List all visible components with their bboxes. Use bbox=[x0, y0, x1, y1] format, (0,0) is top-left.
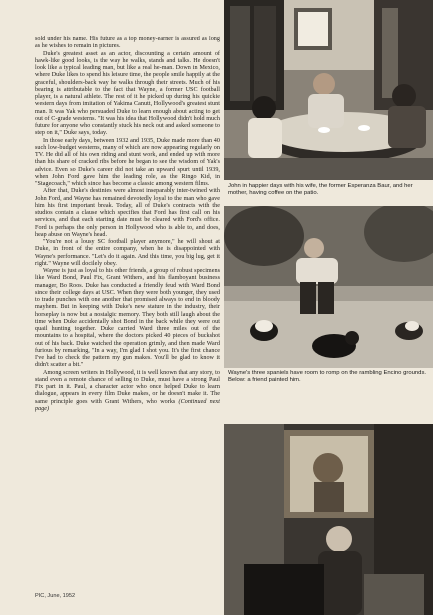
photo-caption: John in happier days with his wife, the former Esperanza Baur, and her mother, having coffee on the patio. bbox=[228, 183, 413, 197]
paragraph-text: Among screen writers in Hollywood, it is well known that any story, to stand even a remote chance of selling to Duke, must have a strong Paul Fix part in it. Paul, a character actor who once helped Duke to learn dialogue, appears in every film Duke makes, or he doesn't make it. The same principle goes with Grant Withers, who works bbox=[35, 369, 220, 405]
paragraph: In those early days, between 1932 and 1935, Duke made more than 40 such low-budget westerns, many of which are now appearing regularly on TV. He did all of his own riding and stunt work, and ended up with more than his share of cracked ribs before he began to see the wisdom of Yak's advice. Even so Duke's career did not take an upward spurt until 1939, when John Ford gave him the leading role, as the Ringo Kid, in "Stagecoach," which since has become a classic among western films. bbox=[35, 137, 220, 187]
paragraph: Duke's greatest asset as an actor, discounting a certain amount of hawk-like good looks, is the way he walks, stands and talks. He doesn't look like a typical leading man, but like a real he-man. Down in Mexico, where Duke likes to spend his leisure time, the people smile happily at the graceful, shoulders-back way he walks through their streets. Much of his bearing is attributable to the fact that Wayne, a former USC football player, is a natural athlete. The rest of it he picked up during his quickie western days from imitation of Yakima Canutt, Hollywood's greatest stunt man. It was Yak who persuaded Duke to learn enough about acting to get out of C-grade westerns. "It was his idea that Hollywood didn't hold much future for anyone who constantly stuck his neck out and asked someone to step on it," Duke says, today. bbox=[35, 50, 220, 137]
spaniels-photo bbox=[224, 206, 433, 368]
continued-note: (Continued next page) bbox=[35, 398, 220, 412]
patio-photo bbox=[224, 0, 433, 180]
paragraph: "You're not a lousy SC football player anymore," he will shout at Duke, in front of the entire company, when he is disappointed with Wayne's performance. "Let's do it again. And this time, you big lug, get it right." Wayne will docilely obey. bbox=[35, 239, 220, 267]
article-column bbox=[35, 36, 220, 588]
photo-caption: Wayne's three spaniels have room to romp on the rambling Encino grounds. Below: a friend painted him. bbox=[228, 370, 427, 384]
paragraph bbox=[35, 370, 220, 414]
paragraph: Wayne is just as loyal to his other friends, a group of robust specimens like Ward Bond, Paul Fix, Grant Withers, and his flamboyant business manager, Bo Roos. Duke has conducted a friendly feud with Ward Bond since their college days at USC. When they were both younger, they used to trade punches with one another that promised always to end in bloody mayhem. But in keeping with Duke's new stature in the industry, their horseplay is now but a nostalgic memory. They both still laugh about the time when Duke accidentally shot Bond in the back while they were out quail hunting together. Duke carried Ward three miles out of the mountains to a hospital, where the doctors picked 40 pieces of buckshot out of his back. Duke watched the operation grimly, and then made Ward furious by remarking, "In a way, I'm glad I shot you. It's the first chance I've had to check the pattern my gun makes. You'll be glad to know it didn't scatter a bit." bbox=[35, 268, 220, 369]
paragraph: sold under his name. His future as a top money-earner is assured as long as he wishes to remain in pictures. bbox=[35, 36, 220, 50]
painting-photo bbox=[224, 424, 433, 615]
page-footer: PIC, June, 1952 bbox=[35, 593, 76, 599]
paragraph: After that, Duke's destinies were almost inseparably inter-twined with John Ford, and Wayne has remained devotedly loyal to the man who gave him his first important break. Today, all of Duke's contracts with the studios contain a clause which specifies that Ford has first call on his services, and that each starting date must be cleared with Ford's office. Ford is perhaps the only person in Hollywood who is able to, and does, heap abuse on Wayne's head. bbox=[35, 188, 220, 238]
